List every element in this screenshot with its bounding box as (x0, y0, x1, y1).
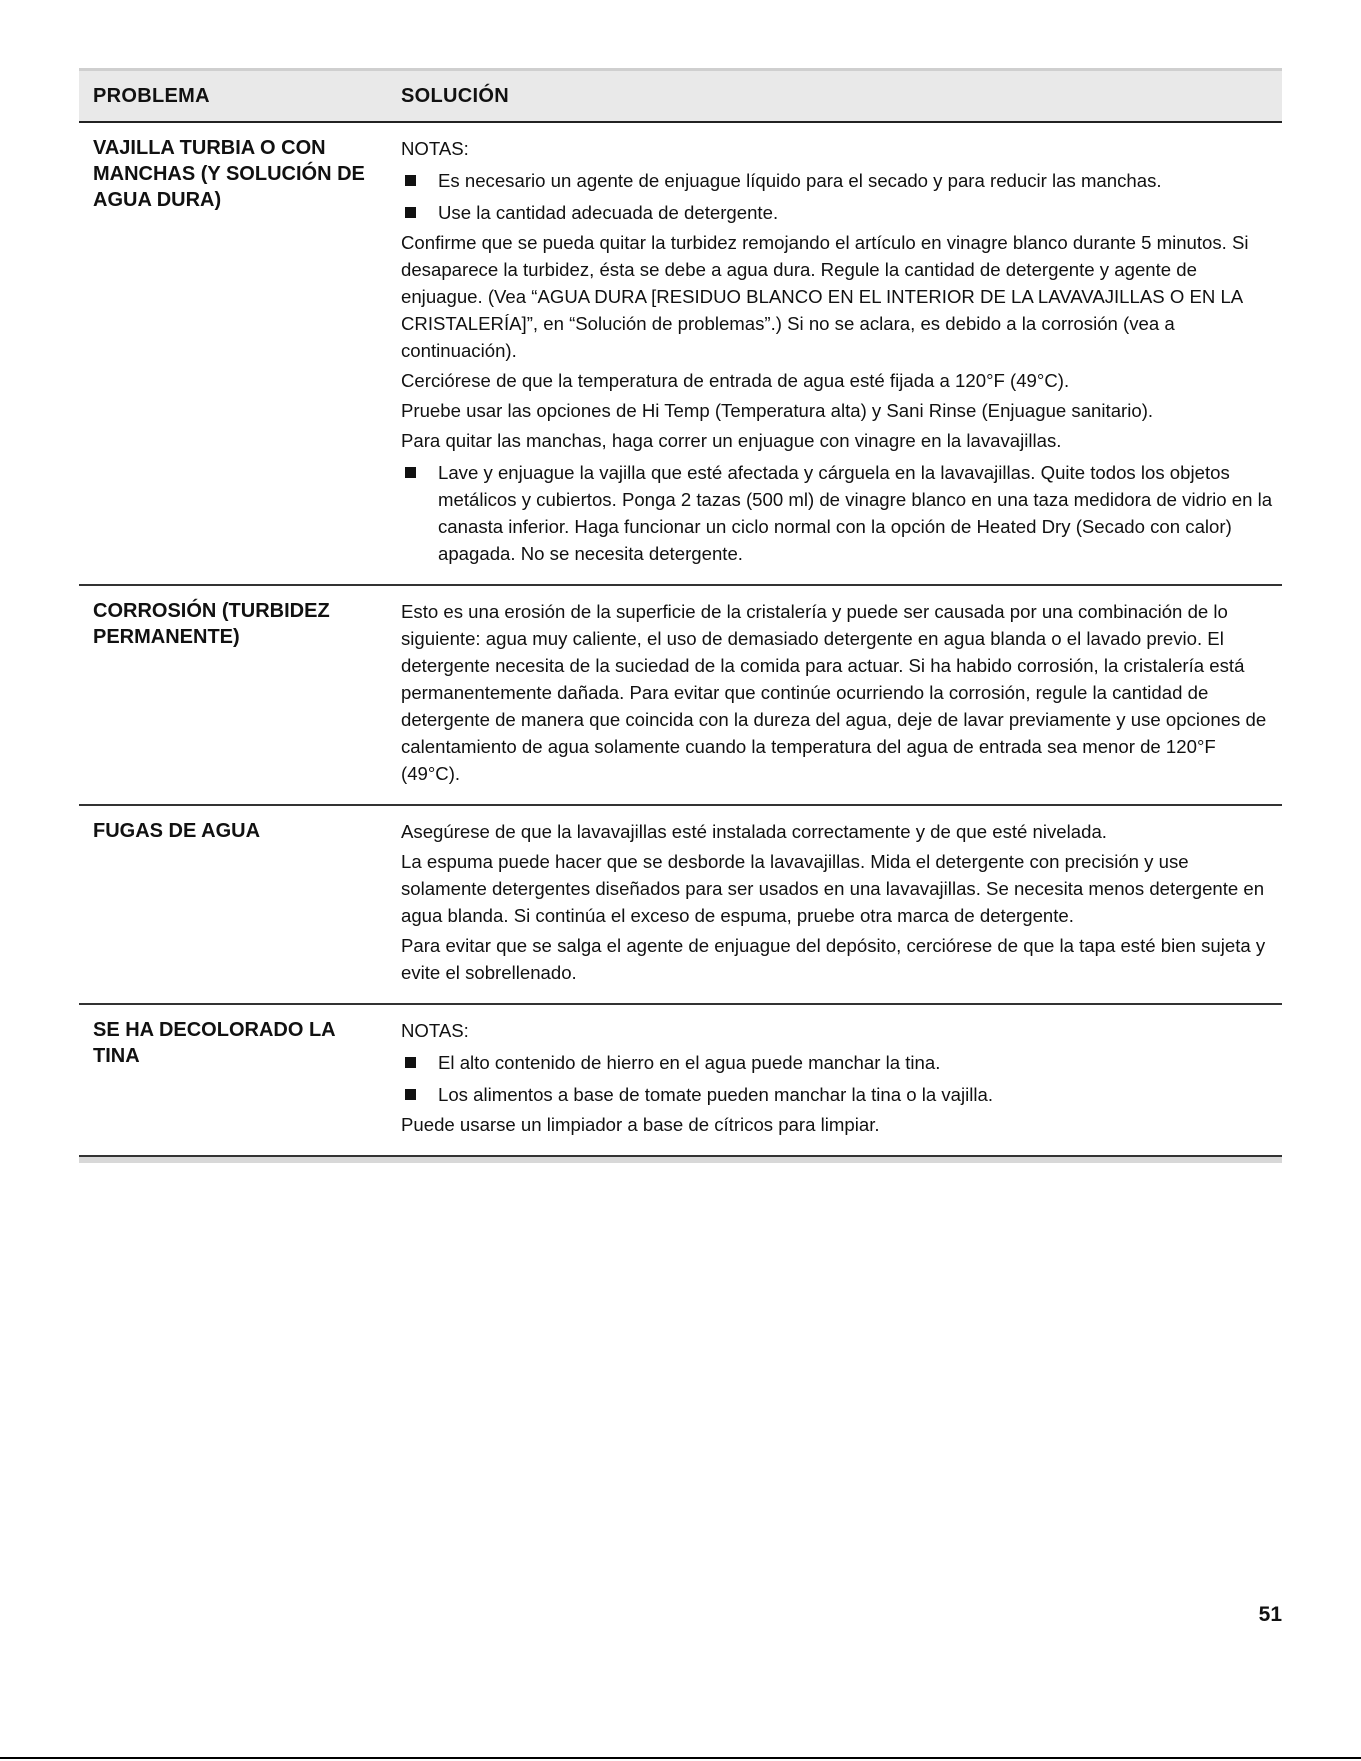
table-row (79, 804, 1282, 1003)
solution-cell (401, 1017, 1282, 1141)
problem-cell: SE HA DECOLORADO LA TINA (93, 1019, 335, 1067)
bullet-item: Es necesario un agente de enjuague líquido para el secado y para reducir las manchas. (401, 167, 1274, 194)
header-problem: PROBLEMA (93, 84, 210, 107)
bullet-square-icon (405, 467, 416, 478)
bullet-item: Los alimentos a base de tomate pueden manchar la tina o la vajilla. (401, 1081, 1274, 1108)
solution-paragraph: Esto es una erosión de la superficie de la cristalería y puede ser causada por una combinación de lo siguiente: agua muy caliente, el uso de demasiado detergente en agua blanda o el lavado previo. El detergente necesita de la suciedad de la comida para actuar. Si ha habido corrosión, la cristalería está permanentemente dañada. Para evitar que continúe ocurriendo la corrosión, regule la cantidad de detergente de manera que coincida con la dureza del agua, deje de lavar previamente y use opciones de calentamiento de agua solamente cuando la temperatura del agua de entrada sea menor de 120°F (49°C). (401, 601, 1267, 784)
table-footer-band (79, 1155, 1282, 1163)
solution-paragraph: Asegúrese de que la lavavajillas esté instalada correctamente y de que esté nivelada. (401, 821, 1107, 842)
solution-cell (401, 818, 1282, 989)
page-number: 51 (1258, 1603, 1282, 1626)
solution-paragraph: La espuma puede hacer que se desborde la lavavajillas. Mida el detergente con precisión y use solamente detergentes diseñados para ser usados en una lavavajillas. Se necesita menos detergente en agua blanda. Si continúa el exceso de espuma, pruebe otra marca de detergente. (401, 851, 1265, 926)
solution-paragraph: Confirme que se pueda quitar la turbidez remojando el artículo en vinagre blanco durante 5 minutos. Si desaparece la turbidez, ésta se debe a agua dura. Regule la cantidad de detergente y agente de enjuague. (Vea “AGUA DURA [RESIDUO BLANCO EN EL INTERIOR DE LA LAVAVAJILLAS O EN LA CRISTALERÍA]”, en “Solución de problemas”.) Si no se aclara, es debido a la corrosión (vea a continuación). (401, 232, 1249, 361)
problem-cell: CORROSIÓN (TURBIDEZ PERMANENTE) (93, 600, 330, 648)
notes-label: NOTAS: (401, 1020, 469, 1041)
bullet-square-icon (405, 207, 416, 218)
problem-cell: VAJILLA TURBIA O CON MANCHAS (Y SOLUCIÓN DE AGUA DURA) (93, 137, 365, 211)
solution-paragraph: Para evitar que se salga el agente de enjuague del depósito, cerciórese de que la tapa esté bien sujeta y evite el sobrellenado. (401, 935, 1266, 983)
bottom-rule (0, 1757, 1361, 1759)
solution-paragraph: Pruebe usar las opciones de Hi Temp (Temperatura alta) y Sani Rinse (Enjuague sanitario). (401, 400, 1154, 421)
bullet-item: El alto contenido de hierro en el agua puede manchar la tina. (401, 1049, 1274, 1076)
bullet-square-icon (405, 1057, 416, 1068)
table-row (79, 1003, 1282, 1155)
solution-paragraph: Cerciórese de que la temperatura de entrada de agua esté fijada a 120°F (49°C). (401, 370, 1070, 391)
solution-cell (401, 135, 1282, 570)
bullet-item: Use la cantidad adecuada de detergente. (401, 199, 1274, 226)
table-row (79, 121, 1282, 584)
bullet-square-icon (405, 1089, 416, 1100)
troubleshooting-table (79, 68, 1282, 1163)
header-solution: SOLUCIÓN (401, 84, 509, 107)
notes-label: NOTAS: (401, 138, 469, 159)
bullet-item: Lave y enjuague la vajilla que esté afectada y cárguela en la lavavajillas. Quite todos los objetos metálicos y cubiertos. Ponga 2 tazas (500 ml) de vinagre blanco en una taza medidora de vidrio en la canasta inferior. Haga funcionar un ciclo normal con la opción de Heated Dry (Secado con calor) apagada. No se necesita detergente. (401, 459, 1274, 567)
bullet-square-icon (405, 175, 416, 186)
table-header (79, 68, 1282, 121)
solution-paragraph: Puede usarse un limpiador a base de cítricos para limpiar. (401, 1114, 880, 1135)
table-row (79, 584, 1282, 804)
solution-paragraph: Para quitar las manchas, haga correr un enjuague con vinagre en la lavavajillas. (401, 430, 1062, 451)
solution-cell (401, 598, 1282, 790)
problem-cell: FUGAS DE AGUA (93, 820, 261, 842)
